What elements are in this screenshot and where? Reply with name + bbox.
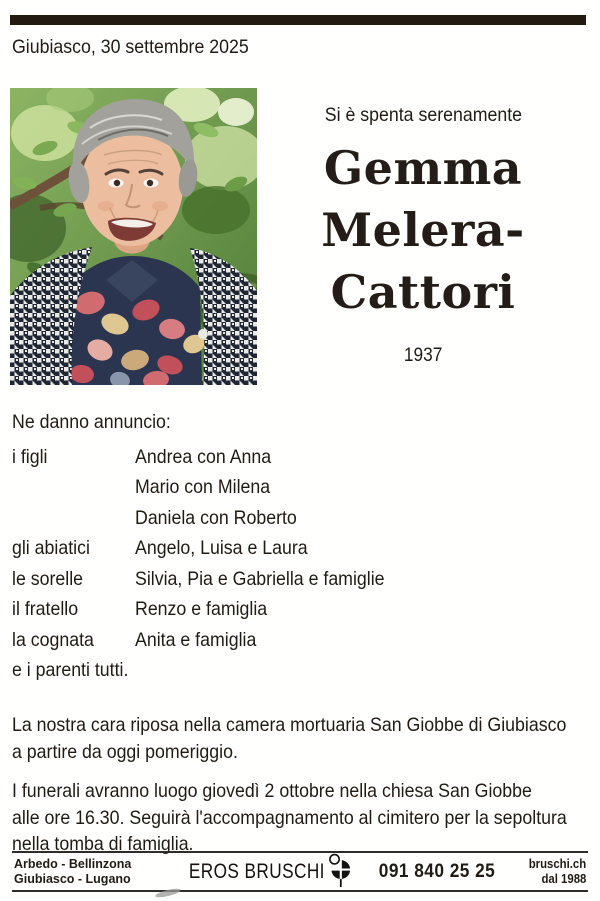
row-value: Mario con Milena — [135, 476, 271, 498]
brand-block — [159, 851, 351, 892]
name-line-2: Melera- — [321, 203, 525, 257]
date-text: Giubiasco, 30 settembre 2025 — [12, 36, 249, 58]
row-label: le sorelle — [12, 567, 84, 590]
announcement-row — [12, 533, 409, 564]
name-line-3: Cattori — [330, 265, 516, 319]
row-value: Renzo e famiglia — [135, 598, 268, 620]
portrait-photo — [10, 88, 257, 385]
row-value: Angelo, Luisa e Laura — [135, 537, 308, 559]
mortuary-line-2: a partire da oggi pomeriggio. — [12, 740, 238, 763]
footer-website-block — [523, 857, 588, 887]
top-divider-bar — [10, 15, 586, 25]
funeral-line-3: nella tomba di famiglia. — [12, 833, 194, 855]
mortuary-paragraph — [12, 712, 600, 765]
announcement-row — [12, 472, 409, 503]
announcement-row — [12, 625, 409, 656]
row-label: i figli — [12, 445, 48, 468]
announcement-section — [12, 407, 409, 686]
brand-name: EROS BRUSCHI — [189, 859, 326, 883]
announcement-row — [12, 442, 409, 473]
funeral-line-2: alle ore 16.30. Seguirà l'accompagnamento al cimitero per la sepoltura — [12, 806, 567, 829]
announcement-row — [12, 503, 409, 534]
funeral-line-1: I funerali avranno luogo giovedì 2 ottobre nella chiesa San Giobbe — [12, 780, 532, 802]
row-label: la cognata — [12, 628, 94, 651]
row-label — [12, 472, 135, 503]
row-label — [12, 503, 135, 534]
brand-shadow-decoration — [155, 887, 182, 899]
closing-text: e i parenti tutti. — [12, 659, 129, 681]
row-value: Silvia, Pia e Gabriella e famiglie — [135, 567, 385, 590]
date-line — [12, 36, 272, 59]
announcement-row — [12, 564, 409, 595]
footer-phone: 091 840 25 25 — [378, 860, 496, 882]
footer-locations — [12, 857, 131, 887]
eros-bruschi-logo-icon — [327, 853, 351, 892]
row-label: il fratello — [12, 598, 79, 620]
birth-year: 1937 — [403, 345, 443, 366]
obituary-header — [257, 88, 589, 367]
locations-line-1: Arbedo - Bellinzona — [14, 856, 132, 871]
row-value: Andrea con Anna — [135, 445, 272, 468]
mortuary-line-1: La nostra cara riposa nella camera mortuaria San Giobbe di Giubiasco — [12, 714, 567, 736]
deceased-name — [257, 137, 589, 323]
footer-since: dal 1988 — [541, 871, 586, 886]
funeral-home-footer — [12, 851, 588, 892]
footer-website: bruschi.ch — [528, 856, 586, 871]
announcement-heading: Ne danno annuncio: — [12, 411, 171, 433]
announcement-row — [12, 594, 409, 625]
row-value: Daniela con Roberto — [135, 506, 297, 529]
row-label: gli abiatici — [12, 537, 90, 559]
locations-line-2: Giubiasco - Lugano — [14, 871, 131, 886]
notice-paragraphs — [12, 712, 600, 858]
name-line-1: Gemma — [323, 141, 523, 195]
funeral-paragraph — [12, 778, 600, 858]
intro-text: Si è spenta serenamente — [324, 104, 522, 126]
row-value: Anita e famiglia — [135, 628, 257, 651]
